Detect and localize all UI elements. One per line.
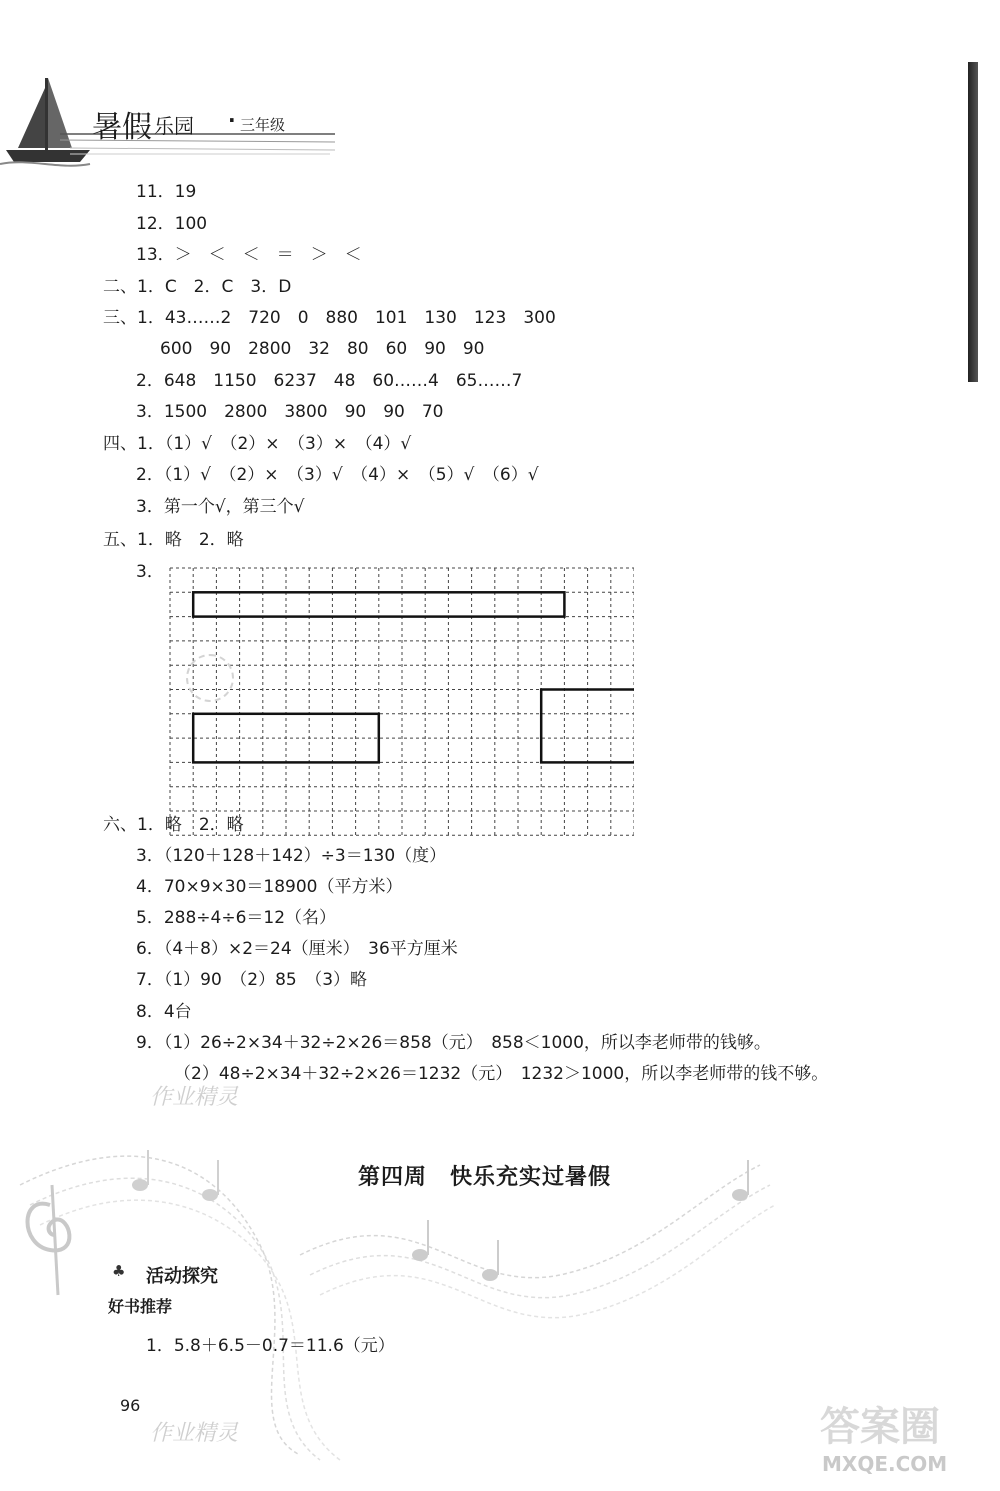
answer-line: 5．288÷4÷6＝12（名）: [136, 908, 337, 928]
answer-line: 11．19: [136, 182, 197, 202]
answer-line: 600 90 2800 32 80 60 90 90: [160, 339, 485, 359]
answer-line: 四、1．（1）√ （2）× （3）× （4）√: [103, 434, 412, 454]
section-title: 第四周 快乐充实过暑假: [358, 1165, 612, 1190]
answer-line: 13．＞ ＜ ＜ ＝ ＞ ＜: [136, 245, 362, 265]
answer-line: 2．（1）√ （2）× （3）√ （4）× （5）√ （6）√: [136, 465, 539, 485]
grid-figure: [168, 566, 634, 838]
stamp-circle-icon: [186, 654, 234, 702]
answer-line: 3．（120＋128＋142）÷3＝130（度）: [136, 846, 447, 866]
binding-edge: [968, 62, 978, 382]
watermark-stamp-bottom: 作业精灵: [150, 1421, 239, 1446]
activity-heading: 活动探究: [146, 1266, 218, 1287]
answer-line: 六、1．略 2．略: [103, 815, 244, 835]
answer-line: 3．: [136, 562, 164, 582]
answer-line: 4．70×9×30＝18900（平方米）: [136, 877, 403, 897]
watermark-logo: 答案圈: [820, 1404, 940, 1450]
answer-line: 9．（1）26÷2×34＋32÷2×26＝858（元） 858＜1000，所以李老师带的钱够。: [136, 1033, 771, 1053]
answer-line: 8．4台: [136, 1002, 192, 1022]
header-title-main: 暑假: [92, 110, 152, 145]
answer-line: 2．648 1150 6237 48 60……4 65……7: [136, 371, 523, 391]
answer-line: 6．（4＋8）×2＝24（厘米） 36平方厘米: [136, 939, 458, 959]
header-title-sub: 乐园: [154, 114, 194, 138]
watermark-stamp: 作业精灵: [150, 1085, 239, 1110]
sub-heading: 好书推荐: [108, 1297, 173, 1316]
answer-line: 3．1500 2800 3800 90 90 70: [136, 402, 444, 422]
answer-line: 12．100: [136, 214, 208, 234]
watermark-url: MXQE.COM: [822, 1452, 948, 1476]
header-dot: ·: [228, 108, 236, 132]
page-number: 96: [120, 1396, 141, 1415]
answer-line: 7．（1）90 （2）85 （3）略: [136, 970, 368, 990]
answer-line: 二、1．C 2．C 3．D: [103, 277, 292, 297]
activity-icon: ♣: [112, 1262, 126, 1280]
answer-line: 3．第一个√，第三个√: [136, 497, 305, 517]
answer-line: 1．5.8＋6.5－0.7＝11.6（元）: [146, 1336, 395, 1356]
header-grade: 三年级: [240, 116, 286, 134]
answer-line: 五、1．略 2．略: [103, 530, 244, 550]
answer-line: （2）48÷2×34＋32÷2×26＝1232（元） 1232＞1000，所以李老师带的钱不够。: [174, 1064, 829, 1084]
answer-line: 三、1．43……2 720 0 880 101 130 123 300: [103, 308, 556, 328]
